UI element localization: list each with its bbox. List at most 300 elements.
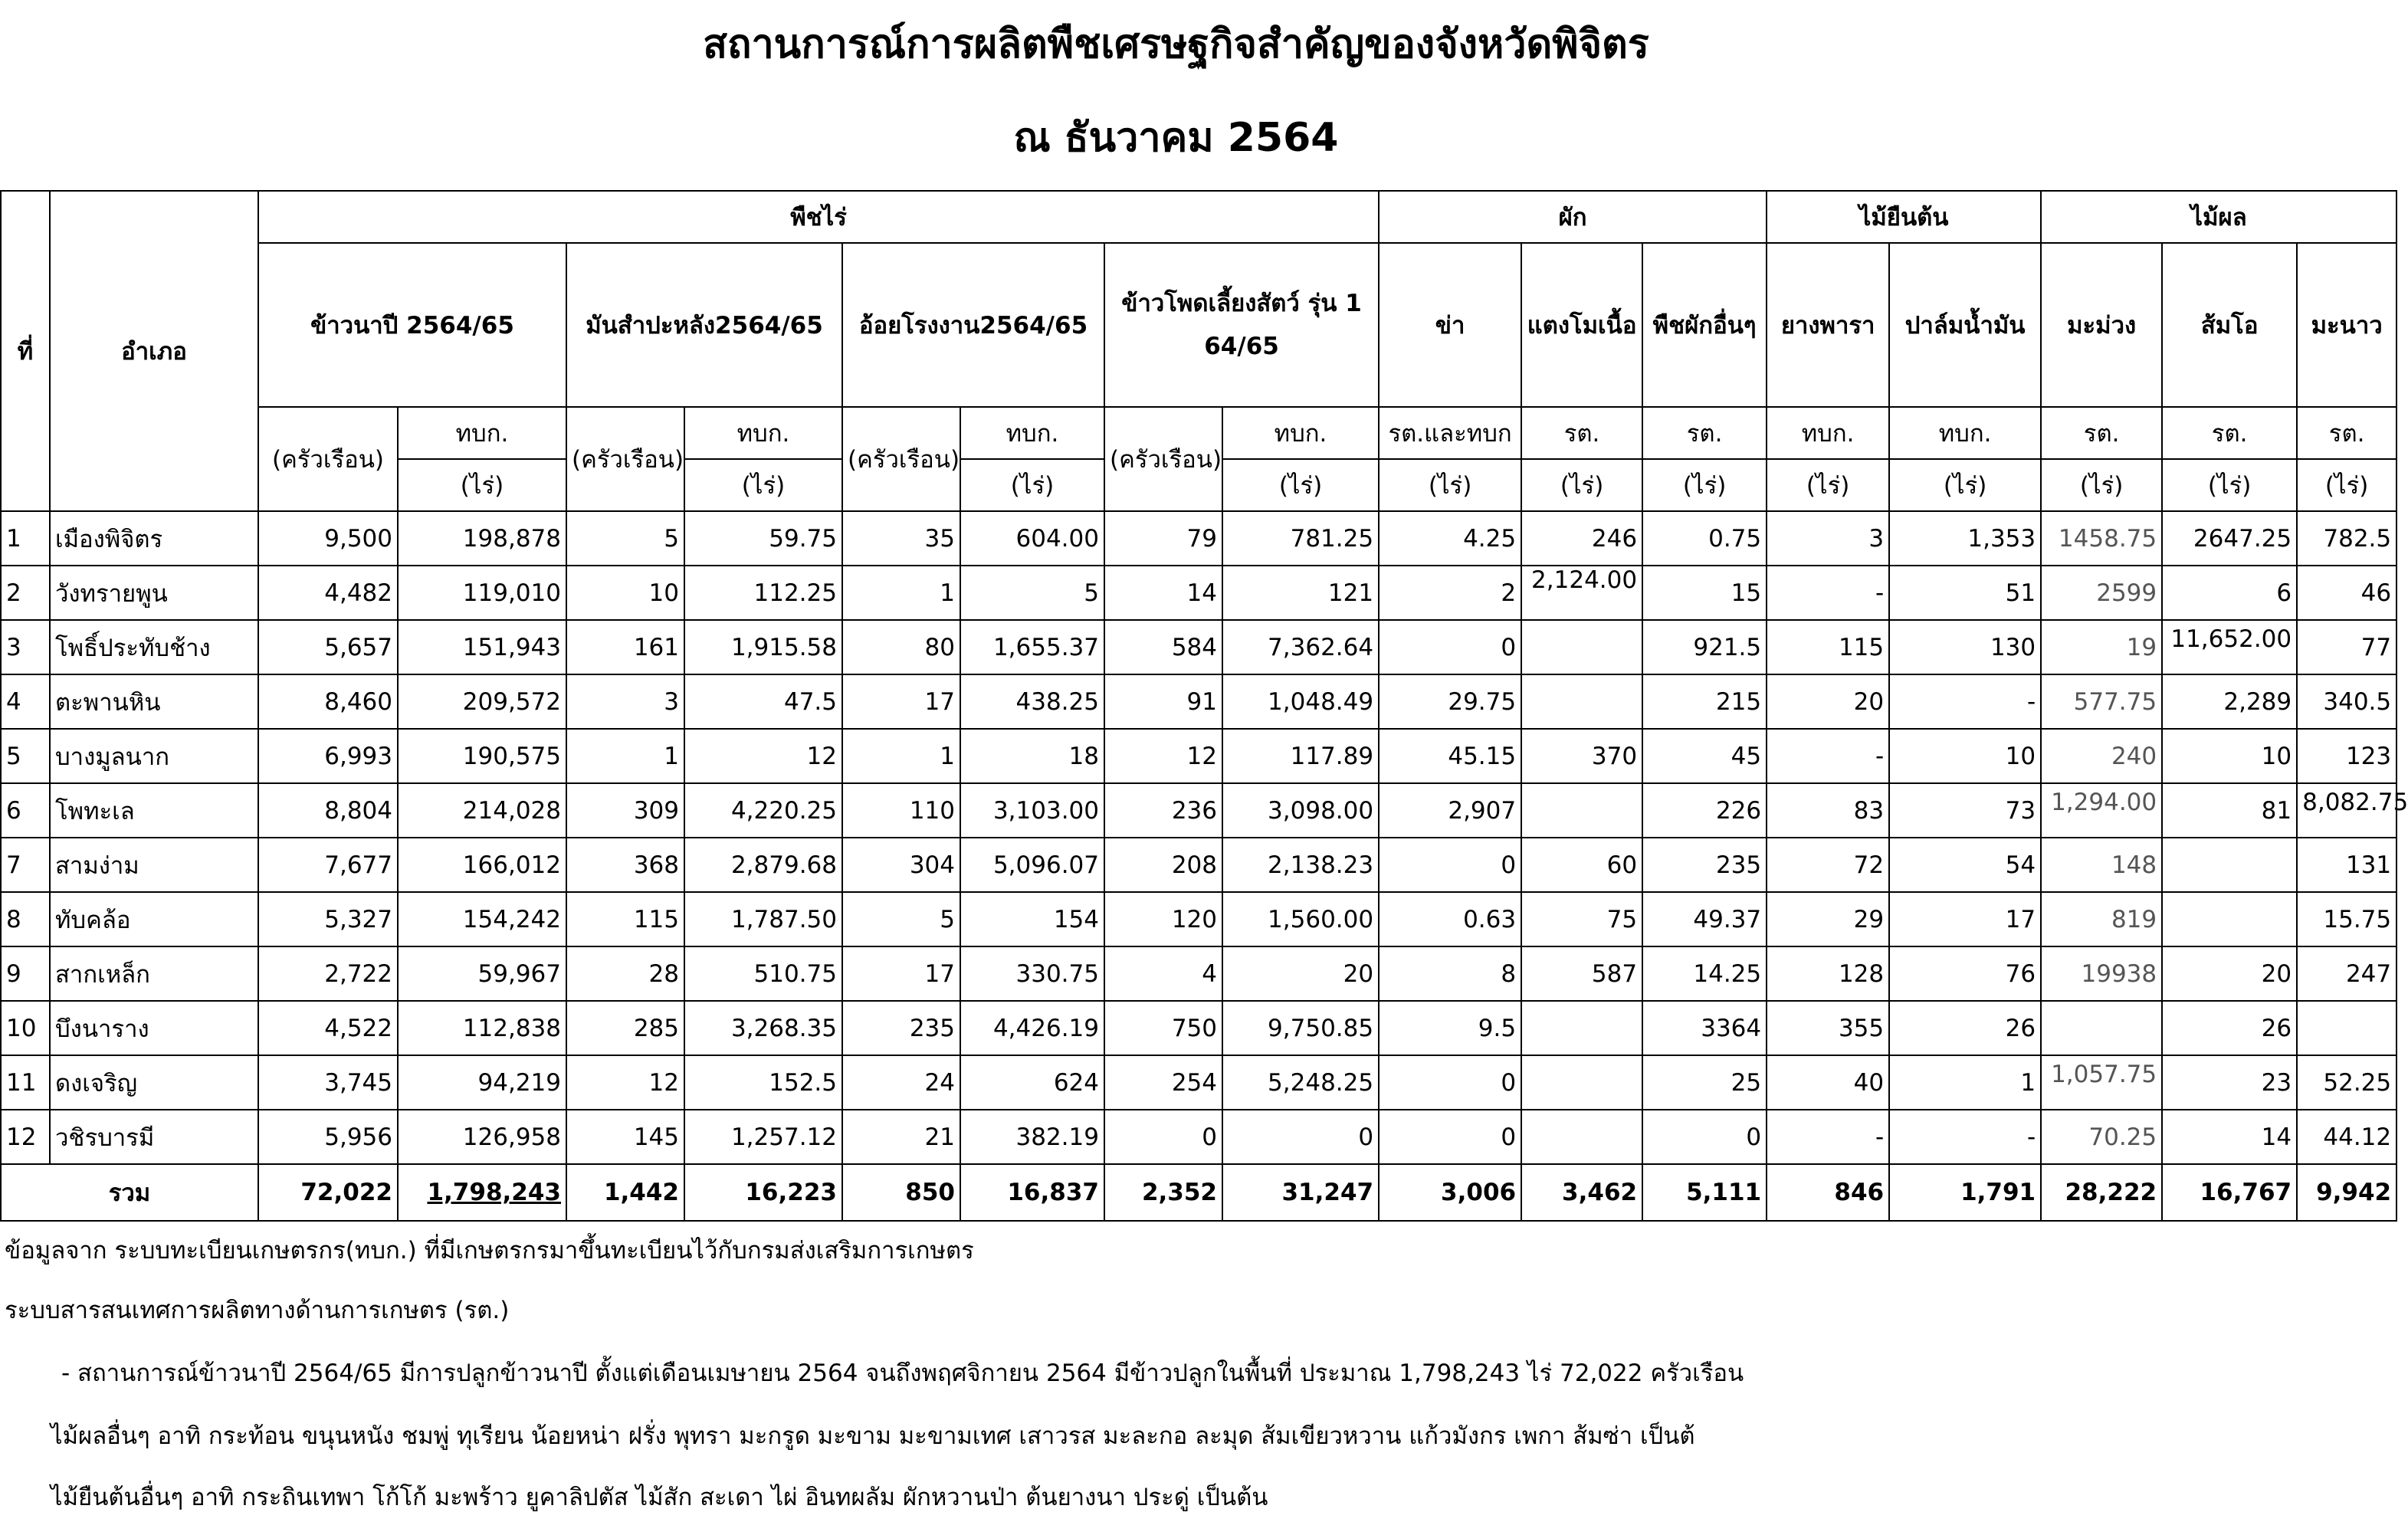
row-number: 10 xyxy=(1,1001,50,1055)
table-cell: 3,268.35 xyxy=(684,1001,842,1055)
row-number: 11 xyxy=(1,1055,50,1110)
table-cell: 14.25 xyxy=(1642,946,1767,1001)
table-cell: 145 xyxy=(566,1110,684,1164)
table-cell xyxy=(2041,1001,2162,1055)
unit-tbk: ทบก. xyxy=(1767,407,1889,459)
table-cell: 577.75 xyxy=(2041,674,2162,729)
table-cell: 1,353 xyxy=(1889,511,2041,566)
row-number: 1 xyxy=(1,511,50,566)
district-name: โพทะเล xyxy=(50,783,258,838)
row-number: 9 xyxy=(1,946,50,1001)
header-sugarcane: อ้อยโรงงาน2564/65 xyxy=(842,243,1104,407)
header-cassava: มันสำปะหลัง2564/65 xyxy=(566,243,842,407)
table-cell: 17 xyxy=(842,946,960,1001)
table-cell: 2647.25 xyxy=(2162,511,2297,566)
header-group-perennials: ไม้ยืนต้น xyxy=(1767,191,2041,243)
table-row xyxy=(1,838,2397,892)
table-cell: 0.63 xyxy=(1379,892,1521,946)
table-cell: - xyxy=(1889,674,2041,729)
header-corn: ข้าวโพดเลี้ยงสัตว์ รุ่น 1 64/65 xyxy=(1104,243,1379,407)
table-cell: 235 xyxy=(1642,838,1767,892)
table-row xyxy=(1,1055,2397,1110)
table-cell: 10 xyxy=(1889,729,2041,783)
table-cell: 80 xyxy=(842,620,960,674)
table-cell: 12 xyxy=(684,729,842,783)
table-cell: 198,878 xyxy=(398,511,566,566)
total-cell: 3,006 xyxy=(1379,1164,1521,1221)
table-cell: 128 xyxy=(1767,946,1889,1001)
table-cell: 3364 xyxy=(1642,1001,1767,1055)
unit-rai: (ไร่) xyxy=(398,459,566,511)
other-perennials-note: ไม้ยืนต้นอื่นๆ อาทิ กระถินเทพา โก้โก้ มะพร้าว ยูคาลิปตัส ไม้สัก สะเดา ไผ่ อินทผลัม ผักหวานป่า ต้นยางนา ประดู่ เป็นต้น xyxy=(51,1484,1268,1511)
table-cell: 14 xyxy=(2162,1110,2297,1164)
table-cell: 510.75 xyxy=(684,946,842,1001)
unit-rt-tbk: รต.และทบก xyxy=(1379,407,1521,459)
table-cell: 154,242 xyxy=(398,892,566,946)
table-cell: 3 xyxy=(1767,511,1889,566)
table-cell: 73 xyxy=(1889,783,2041,838)
table-cell: 285 xyxy=(566,1001,684,1055)
table-cell: 8,082.75 xyxy=(2297,783,2397,838)
header-galangal: ข่า xyxy=(1379,243,1521,407)
table-cell xyxy=(2162,838,2297,892)
header-rice: ข้าวนาปี 2564/65 xyxy=(258,243,566,407)
table-cell: 54 xyxy=(1889,838,2041,892)
table-cell: 2,138.23 xyxy=(1222,838,1379,892)
table-cell: 79 xyxy=(1104,511,1222,566)
source-note: ข้อมูลจาก ระบบทะเบียนเกษตรกร(ทบก.) ที่มีเกษตรกรมาขึ้นทะเบียนไว้กับกรมส่งเสริมการเกษตร xyxy=(5,1237,974,1265)
row-number: 2 xyxy=(1,566,50,620)
district-name: ดงเจริญ xyxy=(50,1055,258,1110)
table-cell: 3 xyxy=(566,674,684,729)
table-cell: 94,219 xyxy=(398,1055,566,1110)
unit-rt: รต. xyxy=(1521,407,1642,459)
table-cell: 49.37 xyxy=(1642,892,1767,946)
total-row xyxy=(1,1164,2397,1221)
table-cell: 209,572 xyxy=(398,674,566,729)
table-cell: - xyxy=(1889,1110,2041,1164)
table-cell: 5 xyxy=(960,566,1104,620)
table-cell: 76 xyxy=(1889,946,2041,1001)
table-cell: 21 xyxy=(842,1110,960,1164)
table-cell: 5 xyxy=(566,511,684,566)
table-cell: 70.25 xyxy=(2041,1110,2162,1164)
table-cell: 26 xyxy=(2162,1001,2297,1055)
total-cell: 16,223 xyxy=(684,1164,842,1221)
table-cell: 115 xyxy=(566,892,684,946)
table-cell: 1 xyxy=(842,566,960,620)
table-cell: 355 xyxy=(1767,1001,1889,1055)
table-cell: 330.75 xyxy=(960,946,1104,1001)
district-name: โพธิ์ประทับช้าง xyxy=(50,620,258,674)
table-cell: 45.15 xyxy=(1379,729,1521,783)
unit-households: (ครัวเรือน) xyxy=(258,407,398,511)
table-cell: 5,096.07 xyxy=(960,838,1104,892)
table-cell: 4,522 xyxy=(258,1001,398,1055)
total-cell: 72,022 xyxy=(258,1164,398,1221)
table-cell: 921.5 xyxy=(1642,620,1767,674)
table-cell: 1,915.58 xyxy=(684,620,842,674)
unit-rai: (ไร่) xyxy=(1767,459,1889,511)
unit-rt: รต. xyxy=(2297,407,2397,459)
table-cell: 121 xyxy=(1222,566,1379,620)
table-cell: 604.00 xyxy=(960,511,1104,566)
table-row xyxy=(1,674,2397,729)
table-cell: 5 xyxy=(842,892,960,946)
table-cell: 151,943 xyxy=(398,620,566,674)
table-cell: 9,500 xyxy=(258,511,398,566)
unit-tbk: ทบก. xyxy=(960,407,1104,459)
unit-tbk: ทบก. xyxy=(1222,407,1379,459)
table-cell: 1,048.49 xyxy=(1222,674,1379,729)
district-name: วชิรบารมี xyxy=(50,1110,258,1164)
table-cell: 246 xyxy=(1521,511,1642,566)
table-cell: 235 xyxy=(842,1001,960,1055)
table-cell: 247 xyxy=(2297,946,2397,1001)
table-cell: 112.25 xyxy=(684,566,842,620)
table-cell: - xyxy=(1767,1110,1889,1164)
district-name: สากเหล็ก xyxy=(50,946,258,1001)
table-cell: 4.25 xyxy=(1379,511,1521,566)
table-row xyxy=(1,566,2397,620)
table-cell: 2,907 xyxy=(1379,783,1521,838)
total-label: รวม xyxy=(1,1164,258,1221)
header-district: อำเภอ xyxy=(50,191,258,511)
table-cell: 77 xyxy=(2297,620,2397,674)
total-cell: 1,442 xyxy=(566,1164,684,1221)
table-cell: 8,460 xyxy=(258,674,398,729)
table-row xyxy=(1,783,2397,838)
table-row xyxy=(1,620,2397,674)
table-cell: 750 xyxy=(1104,1001,1222,1055)
table-cell: 51 xyxy=(1889,566,2041,620)
table-cell: 25 xyxy=(1642,1055,1767,1110)
table-cell: 1,057.75 xyxy=(2041,1055,2162,1110)
table-cell: 52.25 xyxy=(2297,1055,2397,1110)
table-cell: 29 xyxy=(1767,892,1889,946)
table-cell xyxy=(1521,1055,1642,1110)
table-cell: 18 xyxy=(960,729,1104,783)
unit-households: (ครัวเรือน) xyxy=(566,407,684,511)
table-cell xyxy=(1521,1110,1642,1164)
unit-rai: (ไร่) xyxy=(1889,459,2041,511)
table-cell: 1,294.00 xyxy=(2041,783,2162,838)
table-cell: 10 xyxy=(566,566,684,620)
table-cell: 20 xyxy=(2162,946,2297,1001)
table-cell: 44.12 xyxy=(2297,1110,2397,1164)
table-cell: 190,575 xyxy=(398,729,566,783)
row-number: 3 xyxy=(1,620,50,674)
header-mango: มะม่วง xyxy=(2041,243,2162,407)
table-cell: 5,956 xyxy=(258,1110,398,1164)
unit-households: (ครัวเรือน) xyxy=(842,407,960,511)
table-cell: 6,993 xyxy=(258,729,398,783)
table-cell: 0 xyxy=(1379,620,1521,674)
table-cell: 1 xyxy=(1889,1055,2041,1110)
table-cell: 1,560.00 xyxy=(1222,892,1379,946)
table-cell: 6 xyxy=(2162,566,2297,620)
header-pomelo: ส้มโอ xyxy=(2162,243,2297,407)
row-number: 4 xyxy=(1,674,50,729)
table-cell: 154 xyxy=(960,892,1104,946)
table-cell: 208 xyxy=(1104,838,1222,892)
district-name: เมืองพิจิตร xyxy=(50,511,258,566)
table-cell: 624 xyxy=(960,1055,1104,1110)
table-cell: 115 xyxy=(1767,620,1889,674)
table-cell xyxy=(2297,1001,2397,1055)
table-cell: 12 xyxy=(566,1055,684,1110)
table-cell: 1,655.37 xyxy=(960,620,1104,674)
table-cell: 781.25 xyxy=(1222,511,1379,566)
unit-rai: (ไร่) xyxy=(2297,459,2397,511)
table-cell: 15 xyxy=(1642,566,1767,620)
district-name: บึงนาราง xyxy=(50,1001,258,1055)
table-cell: 15.75 xyxy=(2297,892,2397,946)
total-cell: 16,767 xyxy=(2162,1164,2297,1221)
header-other-veg: พืชผักอื่นๆ xyxy=(1642,243,1767,407)
table-cell: 110 xyxy=(842,783,960,838)
table-cell: 3,745 xyxy=(258,1055,398,1110)
total-cell: 2,352 xyxy=(1104,1164,1222,1221)
table-cell: 2599 xyxy=(2041,566,2162,620)
table-cell: 304 xyxy=(842,838,960,892)
unit-tbk: ทบก. xyxy=(398,407,566,459)
table-cell: 12 xyxy=(1104,729,1222,783)
unit-rt: รต. xyxy=(2162,407,2297,459)
table-row xyxy=(1,1110,2397,1164)
table-cell: 340.5 xyxy=(2297,674,2397,729)
table-cell: 2,879.68 xyxy=(684,838,842,892)
table-cell: 40 xyxy=(1767,1055,1889,1110)
table-row xyxy=(1,511,2397,566)
unit-rai: (ไร่) xyxy=(1521,459,1642,511)
table-cell: 166,012 xyxy=(398,838,566,892)
table-cell: 126,958 xyxy=(398,1110,566,1164)
table-cell: 368 xyxy=(566,838,684,892)
total-cell: 31,247 xyxy=(1222,1164,1379,1221)
table-cell: 584 xyxy=(1104,620,1222,674)
table-cell: - xyxy=(1767,729,1889,783)
table-cell: 1 xyxy=(566,729,684,783)
table-cell: 81 xyxy=(2162,783,2297,838)
table-cell: 112,838 xyxy=(398,1001,566,1055)
header-group-field-crops: พืชไร่ xyxy=(258,191,1379,243)
rice-situation-note: - สถานการณ์ข้าวนาปี 2564/65 มีการปลูกข้าวนาปี ตั้งแต่เดือนเมษายน 2564 จนถึงพฤศจิกายน 2564 มีข้าวปลูกในพื้นที่ ประมาณ 1,798,243 ไร่ 72,022 ครัวเรือน xyxy=(61,1360,1744,1387)
table-cell: 370 xyxy=(1521,729,1642,783)
row-number: 6 xyxy=(1,783,50,838)
table-cell: 309 xyxy=(566,783,684,838)
table-cell: 1,257.12 xyxy=(684,1110,842,1164)
district-name: ทับคล้อ xyxy=(50,892,258,946)
other-fruits-note: ไม้ผลอื่นๆ อาทิ กระท้อน ขนุนหนัง ชมพู่ ทุเรียน น้อยหน่า ฝรั่ง พุทรา มะกรูด มะขาม มะขามเทศ เสาวรส มะละกอ ละมุด ส้มเขียวหวาน แก้วมังกร เพกา ส้มซ่า เป็นต้ xyxy=(51,1422,1695,1450)
table-cell: 4,426.19 xyxy=(960,1001,1104,1055)
unit-rai: (ไร่) xyxy=(960,459,1104,511)
table-cell: 382.19 xyxy=(960,1110,1104,1164)
source-note: ระบบสารสนเทศการผลิตทางด้านการเกษตร (รต.) xyxy=(5,1297,510,1324)
unit-rai: (ไร่) xyxy=(1222,459,1379,511)
district-name: ตะพานหิน xyxy=(50,674,258,729)
total-cell: 850 xyxy=(842,1164,960,1221)
table-row xyxy=(1,946,2397,1001)
table-cell: 9.5 xyxy=(1379,1001,1521,1055)
total-cell: 9,942 xyxy=(2297,1164,2397,1221)
page-subtitle: ณ ธันวาคม 2564 xyxy=(1013,115,1339,161)
total-cell: 1,791 xyxy=(1889,1164,2041,1221)
district-name: บางมูลนาก xyxy=(50,729,258,783)
header-rubber: ยางพารา xyxy=(1767,243,1889,407)
table-body xyxy=(1,511,2408,1164)
total-cell: 5,111 xyxy=(1642,1164,1767,1221)
row-number: 8 xyxy=(1,892,50,946)
unit-rai: (ไร่) xyxy=(2041,459,2162,511)
table-cell: 26 xyxy=(1889,1001,2041,1055)
table-cell: 131 xyxy=(2297,838,2397,892)
table-cell: 2,289 xyxy=(2162,674,2297,729)
table-cell: 130 xyxy=(1889,620,2041,674)
total-cell: 3,462 xyxy=(1521,1164,1642,1221)
table-cell: 120 xyxy=(1104,892,1222,946)
table-cell: 75 xyxy=(1521,892,1642,946)
table-cell: 0 xyxy=(1379,1110,1521,1164)
table-cell xyxy=(1521,620,1642,674)
table-cell: 152.5 xyxy=(684,1055,842,1110)
table-cell: 28 xyxy=(566,946,684,1001)
table-cell: 819 xyxy=(2041,892,2162,946)
table-cell: 46 xyxy=(2297,566,2397,620)
header-group-vegetables: ผัก xyxy=(1379,191,1767,243)
table-cell: 47.5 xyxy=(684,674,842,729)
table-cell: 29.75 xyxy=(1379,674,1521,729)
table-cell: 148 xyxy=(2041,838,2162,892)
row-number: 5 xyxy=(1,729,50,783)
table-cell: 59,967 xyxy=(398,946,566,1001)
header-group-fruits: ไม้ผล xyxy=(2041,191,2397,243)
unit-tbk: ทบก. xyxy=(1889,407,2041,459)
table-cell: 8 xyxy=(1379,946,1521,1001)
table-cell: 5,327 xyxy=(258,892,398,946)
table-cell: 438.25 xyxy=(960,674,1104,729)
unit-rt: รต. xyxy=(2041,407,2162,459)
total-cell: 28,222 xyxy=(2041,1164,2162,1221)
table-cell: 23 xyxy=(2162,1055,2297,1110)
page-title: สถานการณ์การผลิตพืชเศรษฐกิจสำคัญของจังหวัดพิจิตร xyxy=(703,21,1649,67)
table-cell: 11,652.00 xyxy=(2162,620,2297,674)
table-cell: 0 xyxy=(1379,1055,1521,1110)
table-cell: 17 xyxy=(1889,892,2041,946)
table-cell xyxy=(1521,1001,1642,1055)
table-cell: 0 xyxy=(1642,1110,1767,1164)
table-cell: 254 xyxy=(1104,1055,1222,1110)
table-cell: 45 xyxy=(1642,729,1767,783)
header-lime: มะนาว xyxy=(2297,243,2397,407)
unit-rai: (ไร่) xyxy=(2162,459,2297,511)
table-cell: 19938 xyxy=(2041,946,2162,1001)
unit-households: (ครัวเรือน) xyxy=(1104,407,1222,511)
table-cell: 19 xyxy=(2041,620,2162,674)
unit-rai: (ไร่) xyxy=(1642,459,1767,511)
table-cell: 2 xyxy=(1379,566,1521,620)
table-cell: 1,787.50 xyxy=(684,892,842,946)
table-cell: 3,098.00 xyxy=(1222,783,1379,838)
table-cell: 35 xyxy=(842,511,960,566)
table-cell: 123 xyxy=(2297,729,2397,783)
unit-rai: (ไร่) xyxy=(1379,459,1521,511)
table-cell: 10 xyxy=(2162,729,2297,783)
table-cell: 1 xyxy=(842,729,960,783)
district-name: สามง่าม xyxy=(50,838,258,892)
table-cell: 83 xyxy=(1767,783,1889,838)
table-cell: 0.75 xyxy=(1642,511,1767,566)
table-cell: 20 xyxy=(1222,946,1379,1001)
unit-tbk: ทบก. xyxy=(684,407,842,459)
table-cell xyxy=(1521,674,1642,729)
table-cell: 91 xyxy=(1104,674,1222,729)
row-number: 12 xyxy=(1,1110,50,1164)
total-cell: 1,798,243 xyxy=(427,1179,561,1206)
table-cell: 24 xyxy=(842,1055,960,1110)
table-cell: 8,804 xyxy=(258,783,398,838)
row-number: 7 xyxy=(1,838,50,892)
table-cell: 7,677 xyxy=(258,838,398,892)
table-cell: 4,482 xyxy=(258,566,398,620)
table-cell: 2,124.00 xyxy=(1521,566,1642,620)
table-row xyxy=(1,1001,2397,1055)
table-cell: - xyxy=(1767,566,1889,620)
table-cell: 9,750.85 xyxy=(1222,1001,1379,1055)
table-cell: 0 xyxy=(1222,1110,1379,1164)
district-name: วังทรายพูน xyxy=(50,566,258,620)
table-cell: 226 xyxy=(1642,783,1767,838)
table-cell: 214,028 xyxy=(398,783,566,838)
table-cell: 236 xyxy=(1104,783,1222,838)
table-cell: 782.5 xyxy=(2297,511,2397,566)
total-cell: 16,837 xyxy=(960,1164,1104,1221)
table-cell: 240 xyxy=(2041,729,2162,783)
table-cell: 161 xyxy=(566,620,684,674)
unit-rai: (ไร่) xyxy=(684,459,842,511)
table-cell: 17 xyxy=(842,674,960,729)
table-cell: 0 xyxy=(1379,838,1521,892)
total-cell: 846 xyxy=(1767,1164,1889,1221)
table-cell: 0 xyxy=(1104,1110,1222,1164)
table-cell: 14 xyxy=(1104,566,1222,620)
table-cell xyxy=(1521,783,1642,838)
table-cell: 4 xyxy=(1104,946,1222,1001)
header-cantaloupe: แตงโมเนื้อ xyxy=(1521,243,1642,407)
table-cell: 4,220.25 xyxy=(684,783,842,838)
header-oil-palm: ปาล์มน้ำมัน xyxy=(1889,243,2041,407)
table-cell: 119,010 xyxy=(398,566,566,620)
table-cell: 2,722 xyxy=(258,946,398,1001)
header-no: ที่ xyxy=(1,191,50,511)
table-cell: 587 xyxy=(1521,946,1642,1001)
table-cell: 60 xyxy=(1521,838,1642,892)
table-cell: 3,103.00 xyxy=(960,783,1104,838)
table-cell: 59.75 xyxy=(684,511,842,566)
table-cell: 215 xyxy=(1642,674,1767,729)
table-cell xyxy=(2162,892,2297,946)
unit-rt: รต. xyxy=(1642,407,1767,459)
table-cell: 1458.75 xyxy=(2041,511,2162,566)
table-cell: 5,248.25 xyxy=(1222,1055,1379,1110)
table-row xyxy=(1,729,2397,783)
table-cell: 7,362.64 xyxy=(1222,620,1379,674)
table-cell: 5,657 xyxy=(258,620,398,674)
crop-table xyxy=(0,190,2408,1222)
table-cell: 72 xyxy=(1767,838,1889,892)
table-cell: 117.89 xyxy=(1222,729,1379,783)
table-row xyxy=(1,892,2397,946)
